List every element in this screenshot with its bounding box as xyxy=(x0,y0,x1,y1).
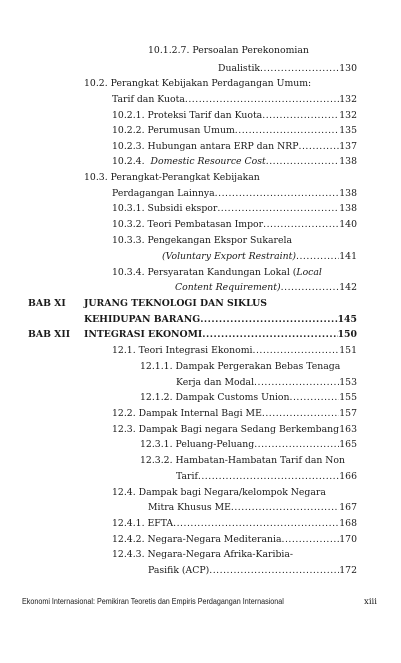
toc-page-number: 163 xyxy=(339,424,357,435)
toc-entry-10-3-4: Content Requirement) ..... 142 xyxy=(175,281,357,294)
toc-page-number: 172 xyxy=(339,565,357,576)
toc-entry-10-3-1: 10.3.1. Subsidi ekspor ..... 138 xyxy=(112,202,357,215)
toc-leader-dots xyxy=(254,438,339,451)
toc-leader-dots xyxy=(217,202,339,215)
toc-entry-12-1-1: Kerja dan Modal ..... 153 xyxy=(176,376,357,389)
toc-entry-10-2-2: 10.2.2. Perumusan Umum ..... 135 xyxy=(112,124,357,137)
toc-leader-dots xyxy=(282,533,340,546)
toc-entry-12-2: 12.2. Dampak Internal Bagi ME ..... 157 xyxy=(112,407,357,420)
toc-leader-dots xyxy=(185,93,339,106)
toc-entry-12-3: 12.3. Dampak Bagi negara Sedang Berkembang ..... 163 xyxy=(112,423,357,436)
toc-leader-dots xyxy=(215,187,340,200)
toc-entry-10-3-4-line1: 10.3.4. Persyaratan Kandungan Lokal (Local xyxy=(112,267,322,278)
toc-leader-dots xyxy=(200,313,337,326)
toc-entry-bab-xi-line1: JURANG TEKNOLOGI DAN SIKLUS xyxy=(84,298,267,309)
toc-page-number: 141 xyxy=(339,251,357,262)
toc-page-number: 153 xyxy=(339,377,357,388)
toc-entry-12-1: 12.1. Teori Integrasi Ekonomi ..... 151 xyxy=(112,344,357,357)
toc-leader-dots xyxy=(296,250,339,263)
toc-entry-10-2-3: 10.2.3. Hubungan antara ERP dan NRP ..... 137 xyxy=(112,140,357,153)
toc-entry-10-1-2-7: Dualistik ..... 130 xyxy=(218,62,357,75)
toc-entry-12-4-1: 12.4.1. EFTA ..... 168 xyxy=(112,517,357,530)
toc-leader-dots xyxy=(254,376,339,389)
toc-page-number: 137 xyxy=(339,141,357,152)
toc-entry-10-3: Perdagangan Lainnya ..... 138 xyxy=(112,187,357,200)
toc-entry-10-2: Tarif dan Kuota ..... 132 xyxy=(112,93,357,106)
toc-leader-dots xyxy=(263,218,339,231)
toc-leader-dots xyxy=(202,328,337,341)
toc-entry-12-1-1-line1: 12.1.1. Dampak Pergerakan Bebas Tenaga xyxy=(140,361,341,372)
toc-page-number: 145 xyxy=(337,314,357,325)
toc-page-number: 157 xyxy=(339,408,357,419)
toc-page-number: 155 xyxy=(339,392,357,403)
toc-page-number: 138 xyxy=(339,188,357,199)
toc-page-number: 150 xyxy=(337,329,357,340)
toc-entry-10-3-3-line1: 10.3.3. Pengekangan Ekspor Sukarela xyxy=(112,235,292,246)
toc-entry-10-3-2: 10.3.2. Teori Pembatasan Impor ..... 140 xyxy=(112,218,357,231)
toc-page-number: 151 xyxy=(339,345,357,356)
chapter-label-bab-xi: BAB XI xyxy=(28,298,66,309)
toc-page-number: 135 xyxy=(339,125,357,136)
toc-entry-bab-xii: INTEGRASI EKONOMI ..... 150 xyxy=(84,328,357,341)
toc-leader-dots xyxy=(173,517,339,530)
toc-entry-10-3-line1: 10.3. Perangkat-Perangkat Kebijakan xyxy=(84,172,260,183)
toc-entry-12-1-2: 12.1.2. Dampak Customs Union ..... 155 xyxy=(140,391,357,404)
toc-page-number: 142 xyxy=(339,282,357,293)
toc-page-number: 168 xyxy=(339,518,357,529)
toc-entry-bab-xi: KEHIDUPAN BARANG ..... 145 xyxy=(84,313,357,326)
toc-entry-12-4-3-line1: 12.4.3. Negara-Negara Afrika-Karibia- xyxy=(112,549,294,560)
toc-leader-dots xyxy=(262,109,339,122)
toc-page-number: 138 xyxy=(339,203,357,214)
toc-page-number: 166 xyxy=(339,471,357,482)
toc-page-number: 170 xyxy=(339,534,357,545)
toc-leader-dots xyxy=(231,501,339,514)
toc-leader-dots xyxy=(281,281,340,294)
footer-book-title: Ekonomi Internasional: Pemikiran Teoretis dan Empiris Perdagangan Internasional xyxy=(22,597,284,606)
toc-page-number: 165 xyxy=(339,439,357,450)
toc-entry-12-3-2: Tarif ..... 166 xyxy=(176,470,357,483)
footer-page-number: xiii xyxy=(364,597,377,607)
toc-entry-10-3-3: (Voluntary Export Restraint) ..... 141 xyxy=(162,250,357,263)
toc-page-number: 140 xyxy=(339,219,357,230)
toc-page-number: 130 xyxy=(339,63,357,74)
toc-entry-12-4-line1: 12.4. Dampak bagi Negara/kelompok Negara xyxy=(112,487,326,498)
toc-entry-10-2-1: 10.2.1. Proteksi Tarif dan Kuota ..... 132 xyxy=(112,109,357,122)
toc-leader-dots xyxy=(253,344,340,357)
toc-entry-10-2-4: 10.2.4. Domestic Resource Cost ..... 138 xyxy=(112,155,357,168)
toc-entry-12-4-3: Pasifik (ACP) ..... 172 xyxy=(148,564,357,577)
toc-leader-dots xyxy=(266,155,340,168)
toc-leader-dots xyxy=(235,124,339,137)
toc-leader-dots xyxy=(260,62,339,75)
toc-entry-10-1-2-7-line1: 10.1.2.7. Persoalan Perekonomian xyxy=(148,45,309,56)
toc-page-number: 167 xyxy=(339,502,357,513)
chapter-label-bab-xii: BAB XII xyxy=(28,329,71,340)
toc-page-number: 138 xyxy=(339,156,357,167)
toc-leader-dots xyxy=(290,391,340,404)
toc-page-number: 132 xyxy=(339,110,357,121)
toc-page-number: 132 xyxy=(339,94,357,105)
toc-leader-dots xyxy=(198,470,339,483)
toc-leader-dots xyxy=(262,407,339,420)
toc-leader-dots xyxy=(209,564,339,577)
toc-leader-dots xyxy=(299,140,340,153)
toc-entry-12-3-1: 12.3.1. Peluang-Peluang ..... 165 xyxy=(140,438,357,451)
toc-entry-12-3-2-line1: 12.3.2. Hambatan-Hambatan Tarif dan Non xyxy=(140,455,346,466)
toc-entry-12-4: Mitra Khusus ME ..... 167 xyxy=(148,501,357,514)
toc-entry-12-4-2: 12.4.2. Negara-Negara Mediterania ..... 170 xyxy=(112,533,357,546)
toc-entry-10-2-line1: 10.2. Perangkat Kebijakan Perdagangan Umum: xyxy=(84,78,312,89)
